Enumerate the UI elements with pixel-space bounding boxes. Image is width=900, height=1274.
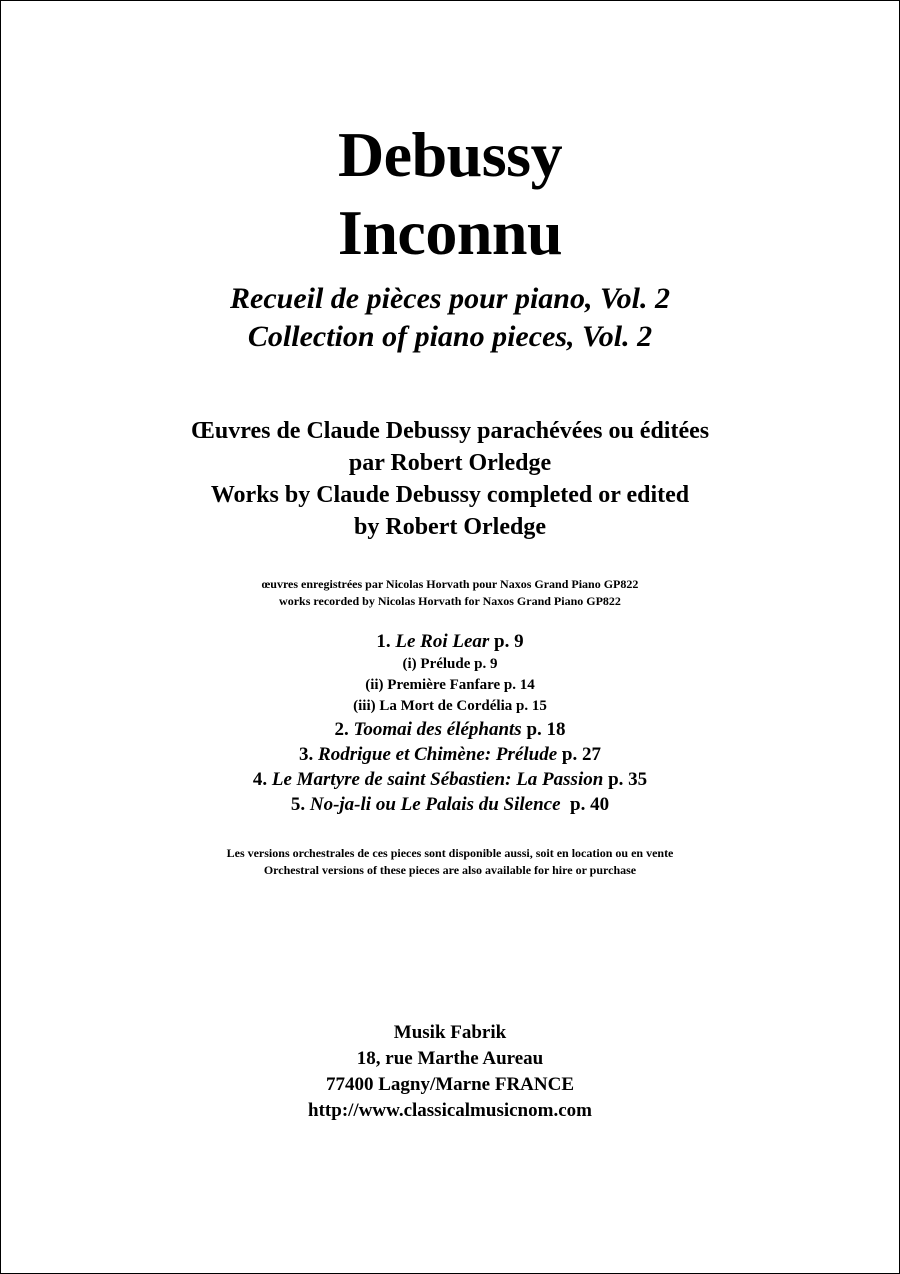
item-number: 2.: [334, 719, 354, 740]
credits-french-line-1: Œuvres de Claude Debussy parachévées ou éditées: [190, 418, 710, 444]
publisher-address: [0, 1020, 900, 1124]
orchestral-note-english: Orchestral versions of these pieces are also available for hire or purchase: [263, 863, 637, 877]
subtitle-french: Recueil de pièces pour piano, Vol. 2: [230, 282, 670, 315]
item-title: Le Roi Lear: [395, 631, 490, 652]
publisher-street: 18, rue Marthe Aureau: [356, 1048, 544, 1069]
recording-note-french: œuvres enregistrées par Nicolas Horvath pour Naxos Grand Piano GP822: [261, 577, 639, 591]
title-line-2: Inconnu: [337, 197, 563, 268]
orchestral-note-french: Les versions orchestrales de ces pieces sont disponible aussi, soit en location ou en vente: [226, 846, 674, 860]
orchestral-versions-note: [0, 845, 900, 879]
credits-block: [0, 415, 900, 543]
credits-english-line-1: Works by Claude Debussy completed or edited: [210, 482, 690, 508]
recording-note-english: works recorded by Nicolas Horvath for Naxos Grand Piano GP822: [279, 594, 621, 608]
contents-item-1: [0, 629, 900, 654]
item-number: 1.: [376, 631, 396, 652]
contents-item-5: [0, 792, 900, 817]
publisher-name: Musik Fabrik: [393, 1022, 507, 1043]
contents-item-4: [0, 767, 900, 792]
item-number: 4.: [252, 769, 272, 790]
item-page: p. 27: [557, 744, 601, 765]
subtitle-block: [0, 280, 900, 356]
item-title: Toomai des éléphants: [353, 719, 522, 740]
item-page: p. 18: [521, 719, 566, 740]
contents-subitem-3: (iii) La Mort de Cordélia p. 15: [353, 698, 547, 714]
item-title: Le Martyre de saint Sébastien: La Passion: [271, 769, 604, 790]
recording-note: [0, 576, 900, 610]
item-number: 5.: [290, 794, 310, 815]
subtitle-english: Collection of piano pieces, Vol. 2: [247, 320, 653, 353]
title-block: [0, 116, 900, 272]
item-page: p. 9: [489, 631, 524, 652]
item-number: 3.: [299, 744, 319, 765]
item-title: Rodrigue et Chimène: Prélude: [318, 744, 558, 765]
item-page: p. 40: [560, 794, 610, 815]
publisher-city: 77400 Lagny/Marne FRANCE: [325, 1074, 575, 1095]
item-title: No-ja-li ou Le Palais du Silence: [309, 794, 561, 815]
item-page: p. 35: [603, 769, 648, 790]
contents-subitem-2: (ii) Première Fanfare p. 14: [365, 677, 535, 693]
contents-item-3: [0, 742, 900, 767]
credits-english-line-2: by Robert Orledge: [354, 514, 546, 540]
credits-french-line-2: par Robert Orledge: [348, 450, 552, 476]
publisher-url[interactable]: http://www.classicalmusicnom.com: [308, 1100, 592, 1121]
contents-item-2: [0, 717, 900, 742]
contents-subitem-1: (i) Prélude p. 9: [402, 656, 498, 672]
table-of-contents: [0, 629, 900, 817]
title-line-1: Debussy: [337, 119, 563, 190]
